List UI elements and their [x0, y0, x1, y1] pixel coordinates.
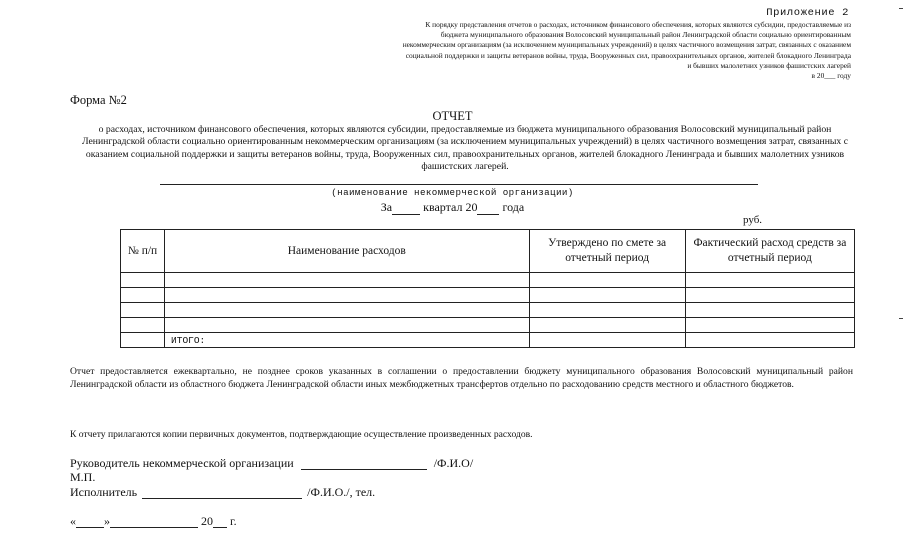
report-title: ОТЧЕТ — [432, 109, 473, 123]
header-expense-name: Наименование расходов — [165, 230, 529, 273]
currency-label: руб. — [743, 214, 763, 226]
appendix-title: Приложение 2 — [766, 7, 849, 19]
table-cell — [121, 333, 165, 348]
date-year-blank[interactable] — [213, 527, 227, 528]
appendix-line: некоммерческим организациям (за исключением муниципальных учреждений) в целях частичного возмещения затрат, связанных с оказанием — [402, 40, 851, 50]
appendix-line: бюджета муниципального образования Волосовский муниципальный район Ленинградской области социально ориентированным — [440, 30, 851, 40]
head-signature-blank[interactable] — [301, 469, 427, 470]
organization-name-line[interactable] — [160, 184, 758, 185]
quarter-year-blank[interactable] — [477, 214, 499, 215]
table-cell[interactable] — [529, 288, 685, 303]
date-year-prefix: 20 — [201, 514, 213, 528]
date-open-quote: « — [70, 514, 76, 528]
appendix-line: в 20___ году — [811, 71, 851, 81]
total-actual-cell[interactable] — [685, 333, 854, 348]
scan-edge-mark — [899, 318, 903, 319]
total-label: ИТОГО: — [165, 333, 529, 348]
table-cell[interactable] — [121, 273, 165, 288]
quarter-line — [0, 200, 905, 215]
header-actual: Фактический расход средств за отчетный период — [685, 230, 854, 273]
executor-label: Исполнитель — [70, 485, 138, 499]
table-total-row — [121, 333, 855, 348]
appendix-line: социальной поддержки и защиты ветеранов войны, труда, Вооруженных сил, правоохранительных органов, жителей блокадного Ленинграда — [405, 50, 851, 60]
report-subtitle: о расходах, источником финансового обеспечения, которых являются субсидии, предоставляемые из бюджета муниципального образования Волосовский муниципальный район Ленинградской области социально ориентированным некоммерческим организациям (за исключением муниципальных учреждений) в целях частичного возмещения затрат, связанных с оказанием социальной поддержки и защиты ветеранов войны, труда, Вооруженных сил, правоохранительных органов, жителей блокадного Ленинграда и бывших малолетних узников фашистских лагерей. — [82, 124, 848, 172]
organization-name-caption: (наименование некоммерческой организации) — [331, 187, 574, 198]
date-close-quote: » — [104, 514, 110, 528]
table-cell[interactable] — [529, 303, 685, 318]
table-cell[interactable] — [685, 303, 854, 318]
table-cell[interactable] — [121, 288, 165, 303]
date-line — [70, 514, 237, 528]
table-cell[interactable] — [165, 288, 529, 303]
head-signature-line — [70, 456, 473, 470]
table-cell[interactable] — [685, 273, 854, 288]
executor-signature-line — [70, 485, 375, 499]
table-row — [121, 273, 855, 288]
executor-fio: /Ф.И.О./, тел. — [307, 485, 376, 499]
header-number: № п/п — [121, 230, 165, 273]
appendix-text — [311, 20, 851, 81]
date-day-blank[interactable] — [76, 527, 104, 528]
table-row — [121, 303, 855, 318]
form-number: Форма №2 — [70, 93, 127, 107]
date-year-suffix: г. — [230, 514, 237, 528]
table-header-row — [121, 230, 855, 273]
table-cell[interactable] — [165, 273, 529, 288]
report-note: Отчет предоставляется ежеквартально, не позднее сроков указанных в соглашении о предоставлении бюджету муниципального образования Волосовский муниципальный район Ленинградской области из областного бюджета Ленинградской области иных межбюджетных трансфертов отдельно по расходованию средств местного и областного бюджетов. — [70, 366, 853, 390]
head-fio: /Ф.И.О/ — [433, 456, 474, 470]
quarter-number-blank[interactable] — [392, 214, 420, 215]
header-approved: Утверждено по смете за отчетный период — [529, 230, 685, 273]
quarter-prefix: За — [380, 200, 393, 214]
appendix-line: и бывших малолетних узников фашистских лагерей — [687, 60, 851, 70]
table-row — [121, 288, 855, 303]
table-cell[interactable] — [165, 303, 529, 318]
attachment-note: К отчету прилагаются копии первичных документов, подтверждающие осуществление произведенных расходов. — [70, 429, 533, 440]
table-cell[interactable] — [121, 303, 165, 318]
executor-signature-blank[interactable] — [142, 498, 302, 499]
quarter-middle: квартал 20 — [423, 200, 478, 214]
table-cell[interactable] — [529, 273, 685, 288]
stamp-label: М.П. — [70, 470, 96, 484]
head-label: Руководитель некоммерческой организации — [70, 456, 294, 470]
appendix-line: К порядку представления отчетов о расходах, источником финансового обеспечения, которых являются субсидии, предоставляемые из — [425, 20, 851, 29]
table-cell[interactable] — [685, 318, 854, 333]
total-approved-cell[interactable] — [529, 333, 685, 348]
date-month-blank[interactable] — [110, 527, 198, 528]
scan-edge-mark — [899, 8, 903, 9]
table-cell[interactable] — [685, 288, 854, 303]
table-row — [121, 318, 855, 333]
table-cell[interactable] — [121, 318, 165, 333]
quarter-suffix: года — [502, 200, 525, 214]
expense-table — [120, 229, 855, 348]
table-cell[interactable] — [529, 318, 685, 333]
table-cell[interactable] — [165, 318, 529, 333]
